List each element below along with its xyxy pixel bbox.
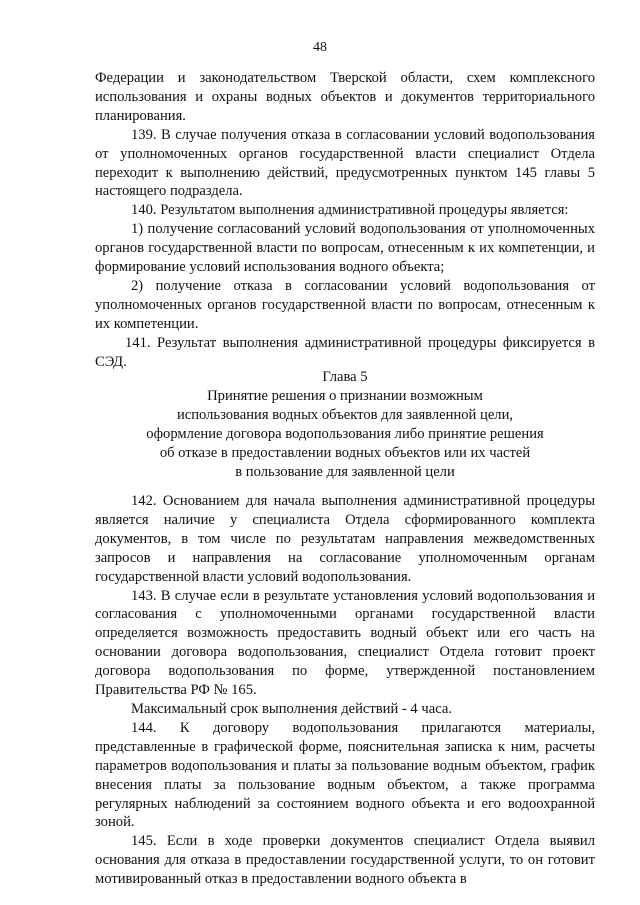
chapter-heading — [95, 368, 595, 481]
chapter-title-line: об отказе в предоставлении водных объектов или их частей — [159, 444, 531, 461]
paragraph-141: 141. Результат выполнения административной процедуры фиксируется в СЭД. — [95, 334, 595, 370]
paragraph-140-item-2: 2) получение отказа в согласовании условий водопользования от уполномоченных органов государственной власти по вопросам, отнесенным к их компетенции. — [95, 277, 595, 332]
paragraph-145: 145. Если в ходе проверки документов специалист Отдела выявил основания для отказа в предоставлении государственной услуги, то он готовит мотивированный отказ в предоставлении водного объекта в — [95, 833, 595, 888]
chapter-title-line: Принятие решения о признании возможным — [207, 387, 483, 404]
paragraph-140-item-1: 1) получение согласований условий водопользования от уполномоченных органов государственной власти по вопросам, отнесенным к их компетенции, и формирование условий использования водного объекта; — [95, 221, 595, 276]
paragraph-144: 144. К договору водопользования прилагаются материалы, представленные в графической форме, пояснительная записка к ним, расчеты параметров водопользования и платы за пользование водным объектом, график внесения платы за пользование водным объектом, а также программа регулярных наблюдений за состоянием водного объекта и его водоохранной зоной. — [95, 719, 595, 831]
paragraph-139: 139. В случае получения отказа в согласовании условий водопользования от уполномоченных органов государственной власти специалист Отдела переходит к выполнению действий, предусмотренных пунктом 145 главы 5 настоящего подраздела. — [95, 126, 595, 200]
paragraph-continuation: Федерации и законодательством Тверской области, схем комплексного использования и охраны водных объектов и документов территориального планирования. — [95, 70, 595, 124]
chapter-title-line: в пользование для заявленной цели — [235, 463, 455, 480]
page-number: 48 — [313, 40, 327, 55]
paragraph-max-time: Максимальный срок выполнения действий - 4 часа. — [131, 700, 452, 717]
chapter-title-line: использования водных объектов для заявленной цели, — [176, 406, 514, 423]
bottom-text-block — [95, 492, 595, 889]
chapter-label: Глава 5 — [322, 369, 368, 385]
top-text-block — [95, 69, 595, 372]
paragraph-143: 143. В случае если в результате установления условий водопользования и согласования с уполномоченными органами государственной власти определяется возможность предоставить водный объект или его часть на основании договора водопользования, специалист Отдела готовит проект договора водопользования по форме, утвержденной постановлением Правительства РФ № 165. — [95, 587, 595, 699]
chapter-title-line: оформление договора водопользования либо принятие решения — [146, 425, 544, 442]
paragraph-142: 142. Основанием для начала выполнения административной процедуры является наличие у специалиста Отдела сформированного комплекта документов, в том числе по результатам направления межведомственных запросов и направления на согласование уполномоченным органам государственной власти условий водопользования. — [95, 493, 595, 585]
paragraph-140: 140. Результатом выполнения административной процедуры является: — [131, 202, 569, 219]
